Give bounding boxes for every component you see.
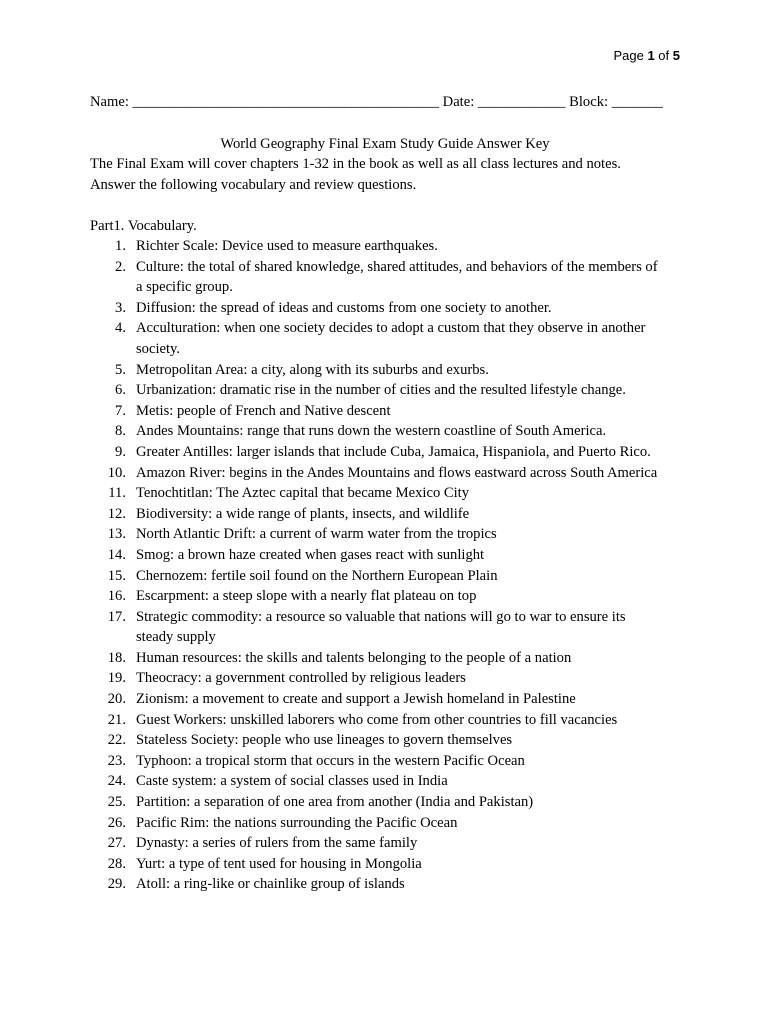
vocab-item — [90, 607, 690, 648]
vocab-text-line: Strategic commodity: a resource so valuable that nations will go to war to ensure its — [136, 608, 626, 625]
vocab-item — [90, 730, 690, 751]
vocab-item — [90, 854, 690, 875]
vocab-text-line: society. — [136, 340, 181, 357]
page-indicator — [613, 47, 680, 65]
vocab-number: 27. — [107, 835, 126, 852]
vocab-item — [90, 442, 690, 463]
vocab-text-line: Partition: a separation of one area from another (India and Pakistan) — [136, 794, 534, 811]
vocab-number: 21. — [107, 711, 126, 728]
page-total: 5 — [672, 48, 680, 63]
vocab-text-line: Culture: the total of shared knowledge, shared attitudes, and behaviors of the members of — [136, 258, 658, 275]
vocab-number: 19. — [107, 670, 126, 687]
vocab-item — [90, 504, 690, 525]
vocab-number: 13. — [107, 526, 126, 543]
vocab-number: 10. — [107, 464, 126, 481]
part-heading: Part1. Vocabulary. — [90, 218, 197, 234]
vocab-number: 3. — [115, 299, 126, 316]
vocab-number: 6. — [115, 382, 126, 399]
page-current: 1 — [647, 48, 655, 63]
vocab-item — [90, 483, 690, 504]
vocab-text-line: Dynasty: a series of rulers from the same family — [136, 835, 418, 852]
vocab-item — [90, 813, 690, 834]
vocab-number: 7. — [115, 402, 126, 419]
intro-text — [90, 154, 690, 195]
vocab-item — [90, 421, 690, 442]
vocab-text-line: Zionism: a movement to create and support a Jewish homeland in Palestine — [136, 691, 576, 708]
vocab-text-line: Greater Antilles: larger islands that include Cuba, Jamaica, Hispaniola, and Puerto Rico. — [136, 443, 651, 460]
vocab-item — [90, 298, 690, 319]
vocab-text-line: Human resources: the skills and talents belonging to the people of a nation — [136, 649, 572, 666]
vocab-number: 5. — [115, 361, 126, 378]
vocab-number: 24. — [107, 773, 126, 790]
vocab-number: 29. — [107, 876, 126, 893]
vocab-text-line: Escarpment: a steep slope with a nearly flat plateau on top — [136, 588, 477, 605]
vocab-number: 16. — [107, 588, 126, 605]
vocab-text-line: Yurt: a type of tent used for housing in Mongolia — [136, 855, 422, 872]
vocab-item — [90, 545, 690, 566]
vocab-number: 9. — [115, 443, 126, 460]
vocab-number: 22. — [107, 732, 126, 749]
name-date-block-line: Name: __________________________________________ Date: ____________ Block: _______ — [90, 94, 663, 110]
vocab-number: 25. — [107, 794, 126, 811]
vocab-text-line: Theocracy: a government controlled by religious leaders — [136, 670, 466, 687]
vocab-item — [90, 257, 690, 298]
vocab-text-line: Metis: people of French and Native descent — [136, 402, 391, 419]
vocab-text-line: Typhoon: a tropical storm that occurs in the western Pacific Ocean — [136, 752, 525, 769]
page-prefix: Page — [613, 48, 644, 63]
vocab-item — [90, 318, 690, 359]
vocab-number: 23. — [107, 752, 126, 769]
vocab-text-line: Smog: a brown haze created when gases react with sunlight — [136, 546, 485, 563]
vocab-text-line: Urbanization: dramatic rise in the number of cities and the resulted lifestyle change. — [136, 382, 626, 399]
vocab-list — [90, 236, 690, 895]
vocab-item — [90, 874, 690, 895]
vocab-text-line: Tenochtitlan: The Aztec capital that became Mexico City — [136, 485, 470, 502]
vocab-item — [90, 236, 690, 257]
vocab-number: 14. — [107, 546, 126, 563]
vocab-number: 12. — [107, 505, 126, 522]
vocab-text-line: Biodiversity: a wide range of plants, insects, and wildlife — [136, 505, 470, 522]
vocab-number: 11. — [108, 485, 126, 502]
vocab-text-line: North Atlantic Drift: a current of warm water from the tropics — [136, 526, 497, 543]
intro-line: Answer the following vocabulary and review questions. — [90, 176, 417, 193]
vocab-number: 4. — [115, 320, 126, 337]
vocab-item — [90, 360, 690, 381]
vocab-number: 20. — [107, 691, 126, 708]
vocab-item — [90, 463, 690, 484]
vocab-item — [90, 751, 690, 772]
vocab-number: 2. — [115, 258, 126, 275]
document-title: World Geography Final Exam Study Guide Answer Key — [220, 136, 550, 152]
vocab-number: 26. — [107, 814, 126, 831]
vocab-number: 28. — [107, 855, 126, 872]
vocab-number: 1. — [115, 238, 126, 254]
vocab-item — [90, 689, 690, 710]
vocab-item — [90, 710, 690, 731]
vocab-text-line: Acculturation: when one society decides to adopt a custom that they observe in another — [136, 320, 646, 337]
vocab-text-line: Richter Scale: Device used to measure earthquakes. — [136, 238, 438, 254]
vocab-item — [90, 668, 690, 689]
intro-line: The Final Exam will cover chapters 1-32 in the book as well as all class lectures and notes. — [90, 156, 621, 172]
vocab-text-line: Guest Workers: unskilled laborers who come from other countries to fill vacancies — [136, 711, 618, 728]
vocab-text-line: Chernozem: fertile soil found on the Northern European Plain — [136, 567, 498, 584]
vocab-item — [90, 566, 690, 587]
vocab-item — [90, 833, 690, 854]
vocab-text-line: Caste system: a system of social classes used in India — [136, 773, 448, 790]
page-of-label: of — [658, 48, 670, 63]
vocab-number: 15. — [107, 567, 126, 584]
vocab-item — [90, 586, 690, 607]
vocab-number: 8. — [115, 423, 126, 440]
vocab-item — [90, 648, 690, 669]
vocab-text-line: Pacific Rim: the nations surrounding the Pacific Ocean — [136, 814, 458, 831]
vocab-text-line: Andes Mountains: range that runs down the western coastline of South America. — [136, 423, 607, 440]
vocab-text-line: Stateless Society: people who use lineages to govern themselves — [136, 732, 513, 749]
vocab-text-line: Metropolitan Area: a city, along with its suburbs and exurbs. — [136, 361, 489, 378]
vocab-item — [90, 401, 690, 422]
vocab-number: 17. — [107, 608, 126, 625]
vocab-item — [90, 524, 690, 545]
vocab-text-line: Atoll: a ring-like or chainlike group of islands — [136, 876, 405, 893]
vocab-text-line: a specific group. — [136, 279, 233, 296]
vocab-number: 18. — [107, 649, 126, 666]
vocab-item — [90, 792, 690, 813]
vocab-item — [90, 380, 690, 401]
vocab-item — [90, 771, 690, 792]
vocab-text-line: Amazon River: begins in the Andes Mountains and flows eastward across South America — [136, 464, 658, 481]
vocab-text-line: steady supply — [136, 629, 216, 646]
vocab-text-line: Diffusion: the spread of ideas and customs from one society to another. — [136, 299, 552, 316]
